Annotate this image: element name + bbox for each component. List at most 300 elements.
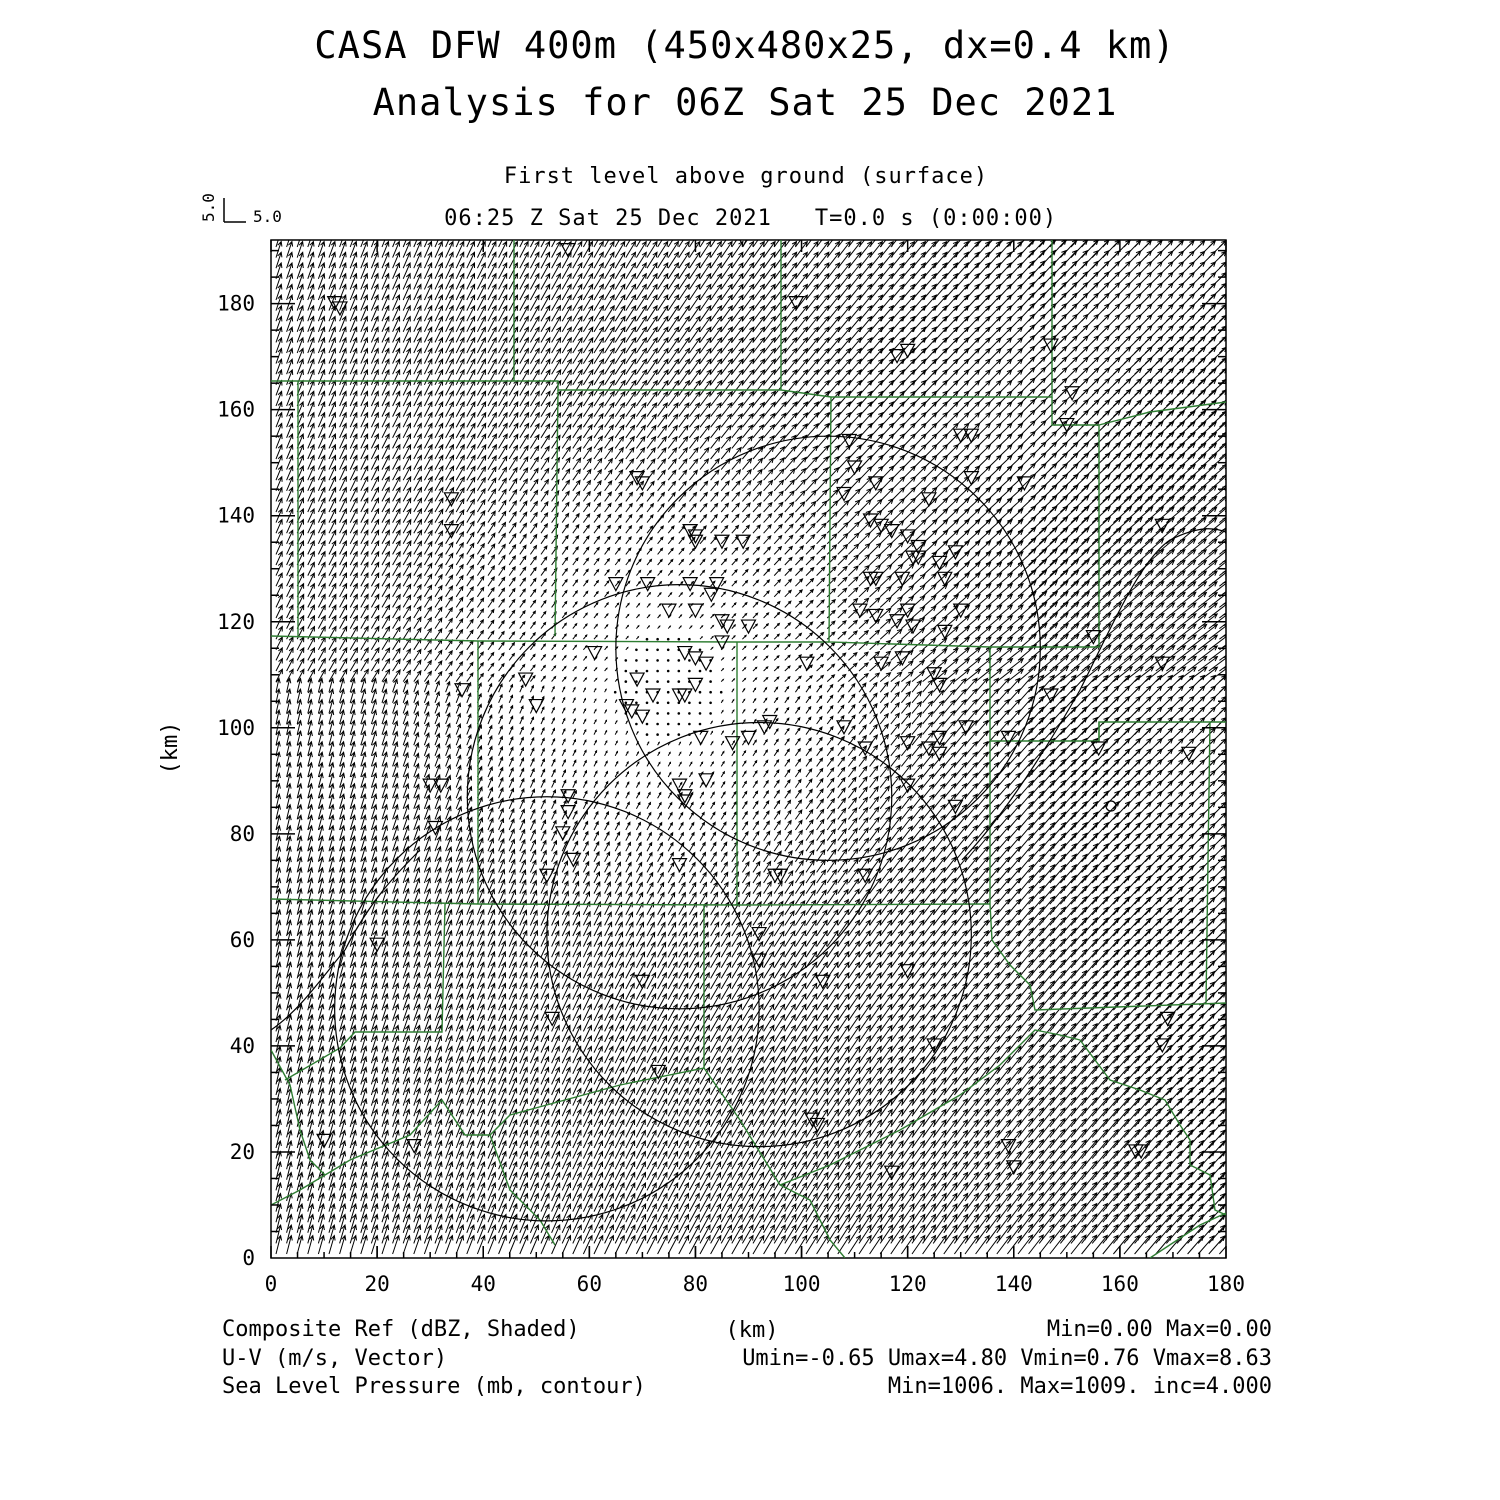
wind-vector xyxy=(1007,1204,1021,1222)
wind-vector xyxy=(668,823,672,830)
wind-vector xyxy=(456,1204,463,1222)
wind-vector xyxy=(1209,1067,1225,1085)
wind-vector xyxy=(615,872,621,883)
wind-vector xyxy=(615,1099,624,1116)
wind-vector xyxy=(435,661,442,671)
wind-vector xyxy=(435,1225,442,1243)
wind-vector xyxy=(530,686,533,693)
wind-vector xyxy=(912,744,922,756)
wind-vector xyxy=(753,781,757,788)
wind-vector xyxy=(838,1204,850,1222)
wind-vector xyxy=(1166,897,1182,915)
wind-vector xyxy=(827,768,834,777)
wind-vector xyxy=(594,842,599,851)
wind-vector xyxy=(1219,803,1236,820)
wind-vector xyxy=(806,1015,817,1032)
wind-vector xyxy=(520,799,524,809)
wind-vector xyxy=(689,833,694,841)
wind-vector xyxy=(753,1162,764,1180)
wind-vector xyxy=(785,1110,796,1127)
wind-vector xyxy=(711,721,713,724)
wind-vector xyxy=(753,862,760,873)
wind-vector xyxy=(880,1194,892,1212)
wind-vector xyxy=(742,1215,753,1233)
wind-vector xyxy=(615,892,621,904)
wind-vector xyxy=(827,778,834,787)
wind-vector xyxy=(870,1183,882,1201)
wind-vector xyxy=(573,1046,581,1063)
vector-key xyxy=(199,193,282,226)
wind-vector xyxy=(785,1162,796,1180)
wind-vector xyxy=(1145,844,1161,862)
wind-vector xyxy=(848,1025,859,1042)
wind-vector xyxy=(795,1110,806,1127)
wind-vector xyxy=(912,1036,924,1053)
wind-vector xyxy=(456,693,460,703)
wind-vector xyxy=(424,671,431,681)
wind-vector xyxy=(1209,1077,1225,1095)
wind-vector xyxy=(742,822,747,830)
wind-vector xyxy=(552,1120,560,1137)
wind-vector xyxy=(520,830,525,841)
wind-vector xyxy=(764,821,770,830)
wind-vector xyxy=(594,710,596,714)
wind-vector xyxy=(838,1162,850,1180)
wind-vector xyxy=(615,792,618,798)
wind-vector xyxy=(562,1078,570,1095)
wind-vector xyxy=(774,861,781,872)
wind-vector xyxy=(732,1110,742,1127)
wind-vector xyxy=(795,1131,806,1149)
wind-vector xyxy=(668,1110,677,1127)
wind-vector xyxy=(732,1204,742,1222)
wind-vector xyxy=(562,1110,570,1127)
wind-vector xyxy=(742,1162,752,1180)
wind-vector xyxy=(647,813,651,820)
wind-vector xyxy=(446,672,453,681)
wind-vector xyxy=(530,738,533,745)
wind-vector xyxy=(742,862,749,872)
wind-vector xyxy=(795,749,800,756)
wind-vector xyxy=(626,742,628,746)
wind-vector xyxy=(764,801,769,809)
wind-vector xyxy=(859,725,866,734)
wind-vector xyxy=(573,698,575,703)
wind-vector xyxy=(753,1088,763,1105)
wind-vector xyxy=(509,789,513,799)
wind-vector xyxy=(742,771,746,777)
wind-vector xyxy=(764,831,770,840)
wind-vector xyxy=(795,707,799,713)
wind-vector xyxy=(848,1078,860,1095)
wind-vector xyxy=(795,790,801,798)
wind-vector xyxy=(774,821,780,830)
wind-vector xyxy=(488,715,492,724)
wind-vector xyxy=(562,1099,570,1116)
wind-vector xyxy=(912,1088,924,1105)
wind-vector xyxy=(605,1099,614,1116)
wind-vector xyxy=(838,1004,849,1020)
wind-vector xyxy=(901,672,913,682)
wind-vector xyxy=(795,1183,806,1201)
wind-vector xyxy=(520,840,525,851)
wind-vector xyxy=(520,1173,528,1191)
wind-vector xyxy=(456,673,462,682)
wind-vector xyxy=(870,1152,882,1170)
wind-vector xyxy=(605,792,608,799)
wind-vector xyxy=(509,1088,517,1105)
wind-vector xyxy=(848,694,854,703)
wind-vector xyxy=(732,1215,742,1233)
wind-vector xyxy=(912,1110,924,1127)
wind-vector xyxy=(636,873,642,884)
wind-vector xyxy=(520,779,524,788)
wind-vector xyxy=(764,1088,775,1105)
wind-vector xyxy=(764,862,771,873)
wind-vector xyxy=(785,1046,796,1063)
wind-vector xyxy=(753,761,757,767)
wind-vector xyxy=(583,1162,591,1180)
wind-vector xyxy=(562,760,565,767)
wind-vector xyxy=(287,659,294,671)
wind-vector xyxy=(658,742,660,745)
wind-vector xyxy=(658,1036,667,1053)
wind-vector xyxy=(552,1067,560,1084)
wind-vector xyxy=(700,1099,710,1116)
wind-vector xyxy=(520,768,524,777)
wind-vector xyxy=(880,786,889,798)
wind-vector xyxy=(689,762,691,766)
wind-vector xyxy=(605,892,611,904)
wind-vector xyxy=(435,713,440,724)
wind-vector xyxy=(785,780,790,788)
wind-vector xyxy=(552,759,555,766)
wind-vector xyxy=(806,1088,817,1105)
wind-vector xyxy=(456,1183,463,1201)
wind-vector xyxy=(626,842,631,851)
wind-vector xyxy=(753,1152,764,1170)
wind-vector xyxy=(615,700,616,703)
wind-vector xyxy=(711,862,717,872)
wind-vector xyxy=(605,1110,614,1127)
wind-vector xyxy=(742,1173,752,1191)
wind-vector xyxy=(1177,993,1193,1011)
wind-vector xyxy=(753,811,758,819)
wind-vector xyxy=(605,1046,613,1063)
wind-vector xyxy=(711,922,719,936)
wind-vector xyxy=(679,1099,688,1116)
wind-vector xyxy=(859,736,866,746)
wind-vector xyxy=(488,777,493,787)
wind-vector xyxy=(700,802,704,808)
wind-vector xyxy=(1113,823,1129,841)
wind-vector xyxy=(668,1036,677,1053)
wind-vector xyxy=(647,1194,656,1212)
wind-vector xyxy=(541,769,545,777)
wind-vector xyxy=(689,1215,699,1233)
wind-vector xyxy=(795,1152,806,1170)
wind-vector xyxy=(817,840,825,851)
wind-vector xyxy=(552,780,556,788)
wind-vector xyxy=(371,1194,377,1212)
wind-vector xyxy=(573,1215,582,1233)
wind-vector xyxy=(647,1067,656,1084)
wind-vector xyxy=(742,1141,752,1159)
wind-vector xyxy=(605,1152,614,1170)
wind-vector xyxy=(732,1225,743,1243)
wind-vector xyxy=(923,1078,936,1095)
wind-vector xyxy=(424,1162,431,1180)
wind-vector xyxy=(520,1120,528,1137)
wind-vector xyxy=(1135,876,1151,894)
wind-vector xyxy=(456,703,460,713)
wind-vector xyxy=(467,673,473,682)
wind-vector xyxy=(774,831,780,841)
wind-vector xyxy=(456,1173,463,1191)
wind-vector xyxy=(520,727,524,735)
wind-vector xyxy=(562,780,566,787)
wind-vector xyxy=(361,1215,367,1233)
wind-vector xyxy=(774,739,778,745)
wind-vector xyxy=(467,714,471,724)
wind-vector xyxy=(520,809,525,819)
wind-vector xyxy=(742,1120,752,1137)
wind-vector xyxy=(700,1036,710,1053)
wind-vector xyxy=(817,830,825,841)
wind-vector xyxy=(679,883,685,894)
wind-vector xyxy=(668,813,672,820)
wind-vector xyxy=(636,843,641,852)
wind-vector xyxy=(594,678,597,681)
wind-vector xyxy=(1124,823,1140,841)
wind-vector xyxy=(424,1194,431,1212)
wind-vector xyxy=(679,1236,689,1254)
wind-vector xyxy=(626,802,630,809)
wind-vector xyxy=(499,1099,506,1116)
wind-vector xyxy=(711,1215,721,1233)
wind-vector xyxy=(827,1194,839,1212)
wind-vector xyxy=(1188,961,1204,979)
wind-vector xyxy=(668,1215,678,1233)
wind-vector xyxy=(1145,908,1161,926)
wind-vector xyxy=(658,1215,668,1233)
wind-vector xyxy=(530,759,534,767)
wind-vector xyxy=(509,839,514,851)
wind-vector xyxy=(838,788,845,798)
wind-vector xyxy=(806,1057,817,1074)
wind-vector xyxy=(742,761,746,766)
wind-vector xyxy=(573,760,576,766)
wind-vector xyxy=(509,1173,517,1191)
wind-vector xyxy=(499,809,504,820)
wind-vector xyxy=(562,1183,570,1201)
wind-vector xyxy=(774,1183,785,1201)
wind-vector xyxy=(753,1099,763,1116)
wind-vector xyxy=(742,1152,752,1170)
wind-vector xyxy=(658,1183,667,1201)
wind-vector xyxy=(817,779,823,788)
wind-vector xyxy=(679,1173,689,1191)
wind-vector xyxy=(626,1183,635,1201)
wind-vector xyxy=(806,830,813,841)
wind-vector xyxy=(424,661,431,671)
wind-vector xyxy=(626,1131,635,1149)
wind-vector xyxy=(827,819,835,830)
wind-vector xyxy=(848,788,856,799)
wind-vector xyxy=(711,882,718,893)
wind-vector xyxy=(838,1036,849,1053)
wind-vector xyxy=(678,680,681,683)
wind-vector xyxy=(636,802,640,808)
wind-vector xyxy=(573,688,575,693)
wind-vector xyxy=(1145,865,1161,883)
wind-vector xyxy=(764,1025,774,1042)
wind-vector xyxy=(912,1099,924,1116)
wind-vector xyxy=(562,739,565,745)
wind-vector xyxy=(742,699,744,703)
wind-vector xyxy=(870,1173,882,1191)
wind-vector xyxy=(891,682,899,693)
wind-vector xyxy=(583,842,588,852)
wind-vector xyxy=(530,665,535,671)
wind-vector xyxy=(679,823,683,830)
wind-vector xyxy=(562,1120,570,1137)
wind-vector xyxy=(1166,918,1182,936)
wind-vector xyxy=(721,812,726,819)
wind-vector xyxy=(668,1152,677,1170)
wind-vector xyxy=(605,741,607,745)
wind-vector xyxy=(583,872,589,883)
wind-vector xyxy=(753,1173,764,1191)
wind-vector xyxy=(573,1099,581,1116)
wind-vector xyxy=(700,833,705,841)
wind-vector xyxy=(732,689,734,692)
wind-vector xyxy=(636,1120,645,1137)
wind-vector xyxy=(817,1046,828,1063)
wind-vector xyxy=(647,1173,656,1191)
wind-vector xyxy=(625,670,628,673)
wind-vector xyxy=(785,739,789,745)
wind-vector xyxy=(785,821,791,830)
wind-vector xyxy=(848,1215,860,1233)
wind-vector xyxy=(552,1078,560,1095)
wind-vector xyxy=(732,761,735,766)
wind-vector xyxy=(689,863,695,873)
wind-vector xyxy=(1166,961,1182,979)
wind-vector xyxy=(817,685,822,692)
wind-vector xyxy=(1124,812,1140,830)
wind-vector xyxy=(689,1236,699,1254)
wind-vector xyxy=(658,1078,667,1095)
wind-vector xyxy=(424,702,429,714)
wind-vector xyxy=(817,1078,828,1095)
wind-vector xyxy=(753,1057,763,1074)
wind-vector xyxy=(700,1204,710,1222)
wind-vector xyxy=(764,678,768,682)
wind-vector xyxy=(541,1152,549,1170)
wind-vector xyxy=(795,686,799,692)
wind-vector xyxy=(488,788,493,799)
wind-vector xyxy=(1145,834,1161,852)
wind-vector xyxy=(530,1120,538,1137)
wind-vector xyxy=(541,810,545,819)
wind-vector xyxy=(520,1099,528,1116)
wind-vector xyxy=(636,853,641,862)
wind-vector xyxy=(435,1236,442,1254)
wind-vector xyxy=(679,893,686,905)
wind-vector xyxy=(721,1067,731,1084)
wind-vector xyxy=(656,712,659,715)
wind-vector xyxy=(667,702,670,705)
wind-vector xyxy=(1219,1035,1235,1053)
wind-vector xyxy=(859,787,867,798)
wind-vector xyxy=(499,1204,507,1222)
wind-vector xyxy=(625,680,628,683)
wind-vector xyxy=(764,781,769,788)
wind-vector xyxy=(838,1183,850,1201)
wind-vector xyxy=(1113,834,1129,852)
wind-vector xyxy=(668,1046,677,1063)
wind-vector xyxy=(774,851,781,862)
wind-vector xyxy=(817,769,823,778)
wind-vector xyxy=(880,1204,892,1222)
wind-vector xyxy=(764,1057,774,1074)
wind-vector xyxy=(530,748,534,756)
wind-vector xyxy=(605,882,611,894)
wind-vector xyxy=(605,1057,613,1074)
wind-vector xyxy=(562,750,565,756)
wind-vector xyxy=(656,670,659,673)
wind-vector xyxy=(562,1225,570,1243)
wind-vector xyxy=(636,1152,645,1170)
wind-vector xyxy=(838,1046,849,1063)
wind-vector xyxy=(806,1204,817,1222)
wind-vector xyxy=(838,1110,850,1127)
wind-vector xyxy=(403,1204,410,1222)
wind-vector xyxy=(562,1236,570,1254)
wind-vector xyxy=(1219,877,1236,894)
wind-vector xyxy=(477,1215,485,1233)
wind-vector xyxy=(552,1110,560,1127)
wind-vector xyxy=(562,1057,570,1074)
wind-vector xyxy=(552,770,556,777)
wind-vector xyxy=(605,1162,614,1180)
wind-vector xyxy=(838,1025,849,1042)
wind-vector xyxy=(774,1046,785,1063)
wind-vector xyxy=(700,1225,710,1243)
wind-vector xyxy=(456,1225,463,1243)
wind-vector xyxy=(870,787,879,799)
wind-vector xyxy=(891,1215,904,1233)
wind-vector xyxy=(605,761,608,766)
wind-vector xyxy=(530,728,533,735)
wind-vector xyxy=(711,1183,721,1201)
wind-vector xyxy=(912,681,921,693)
wind-vector xyxy=(753,801,758,809)
wind-vector xyxy=(530,850,535,862)
wind-vector xyxy=(520,696,523,703)
wind-vector xyxy=(594,730,596,734)
wind-vector xyxy=(827,799,834,809)
wind-vector xyxy=(795,1225,806,1243)
wind-vector xyxy=(700,1078,710,1095)
wind-vector xyxy=(848,1194,860,1212)
wind-vector xyxy=(753,1131,764,1149)
wind-vector xyxy=(764,709,767,714)
wind-vector xyxy=(467,1194,474,1212)
wind-vector xyxy=(509,1225,517,1243)
wind-vector xyxy=(583,667,586,671)
